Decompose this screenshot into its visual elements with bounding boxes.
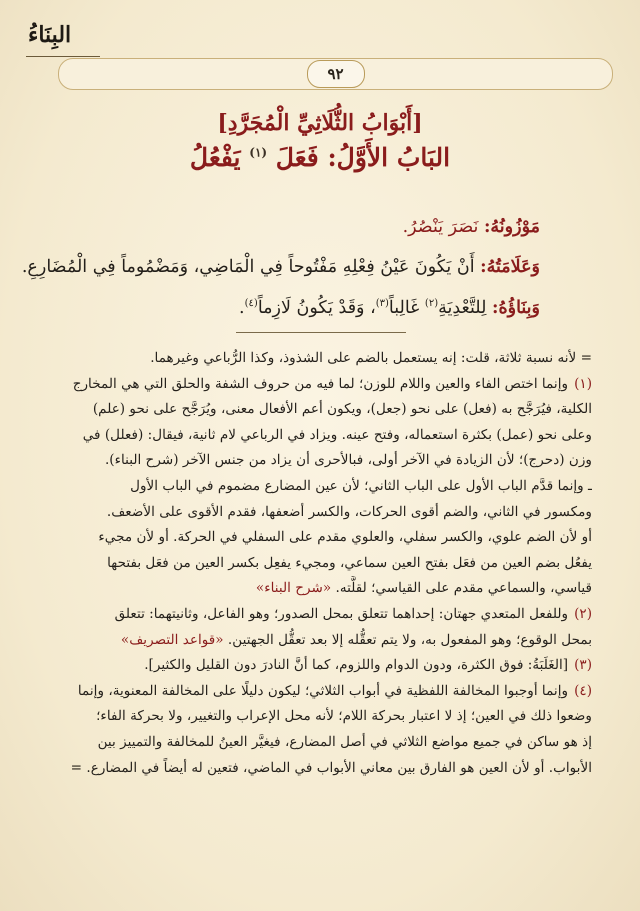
footnote-line [44,474,592,500]
footnote-text: إذ هو ساكن في جميع مواضع الثلاثي في أصل المضارع، فيغيَّر العينُ للمخالفة والتمييز بين [97,733,592,750]
footnote-number: (٢) [574,605,592,622]
footnote-ref: (٤) [244,298,258,309]
chapter-heading-text: البَابُ الأَوَّلُ: فَعَلَ [275,143,451,172]
footnote-text: يفعُل بضم العين من فعَل بفتح العين سماعي، ومجيء يفعِل بكسر العين من فعَل بفتحها [107,554,592,571]
footnote-text: وضعوا ذلك في العين؛ إذ لا اعتبار بحركة اللام؛ لأنه محل الإعراب والتغيير، ولا بحركة الفاء؛ [96,708,592,725]
main-line-binaa [30,289,540,323]
main-label: وَعَلَامَتُهُ: [480,257,540,277]
main-label: مَوْزُونُهُ: [483,217,540,237]
chapter-heading [0,143,640,172]
main-text: . [239,297,245,318]
footnote-line [44,372,592,398]
footnote-text: الكلية، فيُرَجَّح به (فعل) على نحو (جعل)، ويكون أعم الأفعال معنى، ويُرَجَّح على نحو (علم) [92,401,592,418]
footnote-ref: (٢) [424,298,439,309]
footnote-separator [236,332,406,333]
footnote-line [44,551,592,577]
footnote-line [44,423,592,449]
footnote-source: «شرح البناء» [255,580,332,597]
section-heading: [أَبْوَابُ الثُّلَاثِيِّ الْمُجَرَّدِ] [217,110,423,136]
footnote-text: وزن (دحرج)؛ لأن الزيادة في الآخر أولى، فبالأحرى أن يزاد من جنس الآخر (شرح البناء). [104,452,592,469]
footnote-text: [الغَلَبَةُ: فوق الكثرة، ودون الدوام واللزوم، كما أنَّ النادرَ دون القليل والكثير]. [144,657,569,674]
footnote-line [44,679,592,705]
footnote-text: وإنما اختص الفاء والعين واللام للوزن؛ لما فيه من حروف الشفة والحلق التي هي المخارج [72,375,569,392]
chapter-heading-end: يَفْعُلُ [189,143,241,172]
main-text: أَنْ يَكُونَ عَيْنُ فِعْلِهِ مَفْتُوحاً فِي الْمَاضِي، وَمَضْمُوماً فِي الْمُضَارِعِ. [21,257,475,277]
footnote-line [44,602,592,628]
page-number-banner [58,58,613,90]
main-text: نَصَرَ يَنْصُرُ. [402,217,479,237]
footnote-text: وعلى نحو (عمل) بكثرة استعماله، وفتح عينه. ويزاد في الرباعي لام ثانية، فيقال: (فعلل) في [82,426,592,443]
footnote-text: الأبواب. أو لأن العين هو الفارق بين معاني الأبواب في الماضي، فتعين له أيضاً في المضارع. [86,759,592,776]
main-line-wazn [30,212,540,242]
book-title: البِنَاءُ [28,22,72,48]
footnote-text: لأنه نسبة ثلاثة، قلت: إنه يستعمل بالضم على الشذوذ، وكذا الرُّباعي وغيرهما. [150,350,577,366]
continuation-mark: = [70,759,83,776]
title-underline [26,56,100,57]
footnote-line [44,628,592,654]
footnote-text: وإنما أوجبوا المخالفة اللفظية في أبواب الثلاثي؛ ليكون دليلًا على المخالفة المعنوية، وإنما [77,682,569,699]
footnote-line [44,756,592,782]
footnote-line [44,730,592,756]
main-text: ، وَقَدْ يَكُونُ لَازِماً [257,297,376,318]
footnote-text: أو لأن الضم علوي، والكسر سفلي، والعلوي مقدم على السفلي في الحركة. أو لأن مجيء [98,529,592,546]
footnote-text: ومكسور في الثاني، والضم أقوى الحركات، والكسر أضعفها، فقدم الأقوى على الأضعف. [106,503,592,520]
footnote-ref: (٣) [375,298,389,309]
footnote-source: «قواعد التصريف» [120,631,224,648]
main-label: وَبِنَاؤُهُ: [491,297,540,318]
footnote-line [44,525,592,551]
footnote-line [44,653,592,679]
chapter-footnote-ref: (١) [249,145,268,160]
footnote-line [44,704,592,730]
continuation-mark: = [580,350,592,366]
footnote-line [44,346,592,372]
page-number: ٩٢ [307,60,365,88]
main-line-alama [21,252,540,282]
footnote-line [44,448,592,474]
footnote-text: قياسي، والسماعي مقدم على القياسي؛ لقلَّته. [335,580,592,597]
footnote-number: (١) [574,375,592,392]
footnote-text: بمحل الوقوع؛ وهو المفعول به، ولا يتم تعقُّله إلا بعد تعقُّل الجهتين. [227,631,592,648]
footnote-line [44,397,592,423]
footnotes [44,346,592,781]
footnote-number: (٤) [574,682,592,699]
footnote-text: وللفعل المتعدي جهتان: إحداهما تتعلق بمحل الصدور؛ وهو الفاعل، وثانيتهما: تتعلق [114,605,569,622]
main-text: غَالِباً [388,297,420,318]
main-text: لِلتَّعْدِيَةِ [438,297,487,318]
footnote-line [44,500,592,526]
footnote-text: ـ وإنما قدَّم الباب الأول على الباب الثاني؛ لأن عين المضارع مضموم في الباب الأول [130,477,592,494]
footnote-line [44,576,592,602]
footnote-number: (٣) [574,657,592,674]
